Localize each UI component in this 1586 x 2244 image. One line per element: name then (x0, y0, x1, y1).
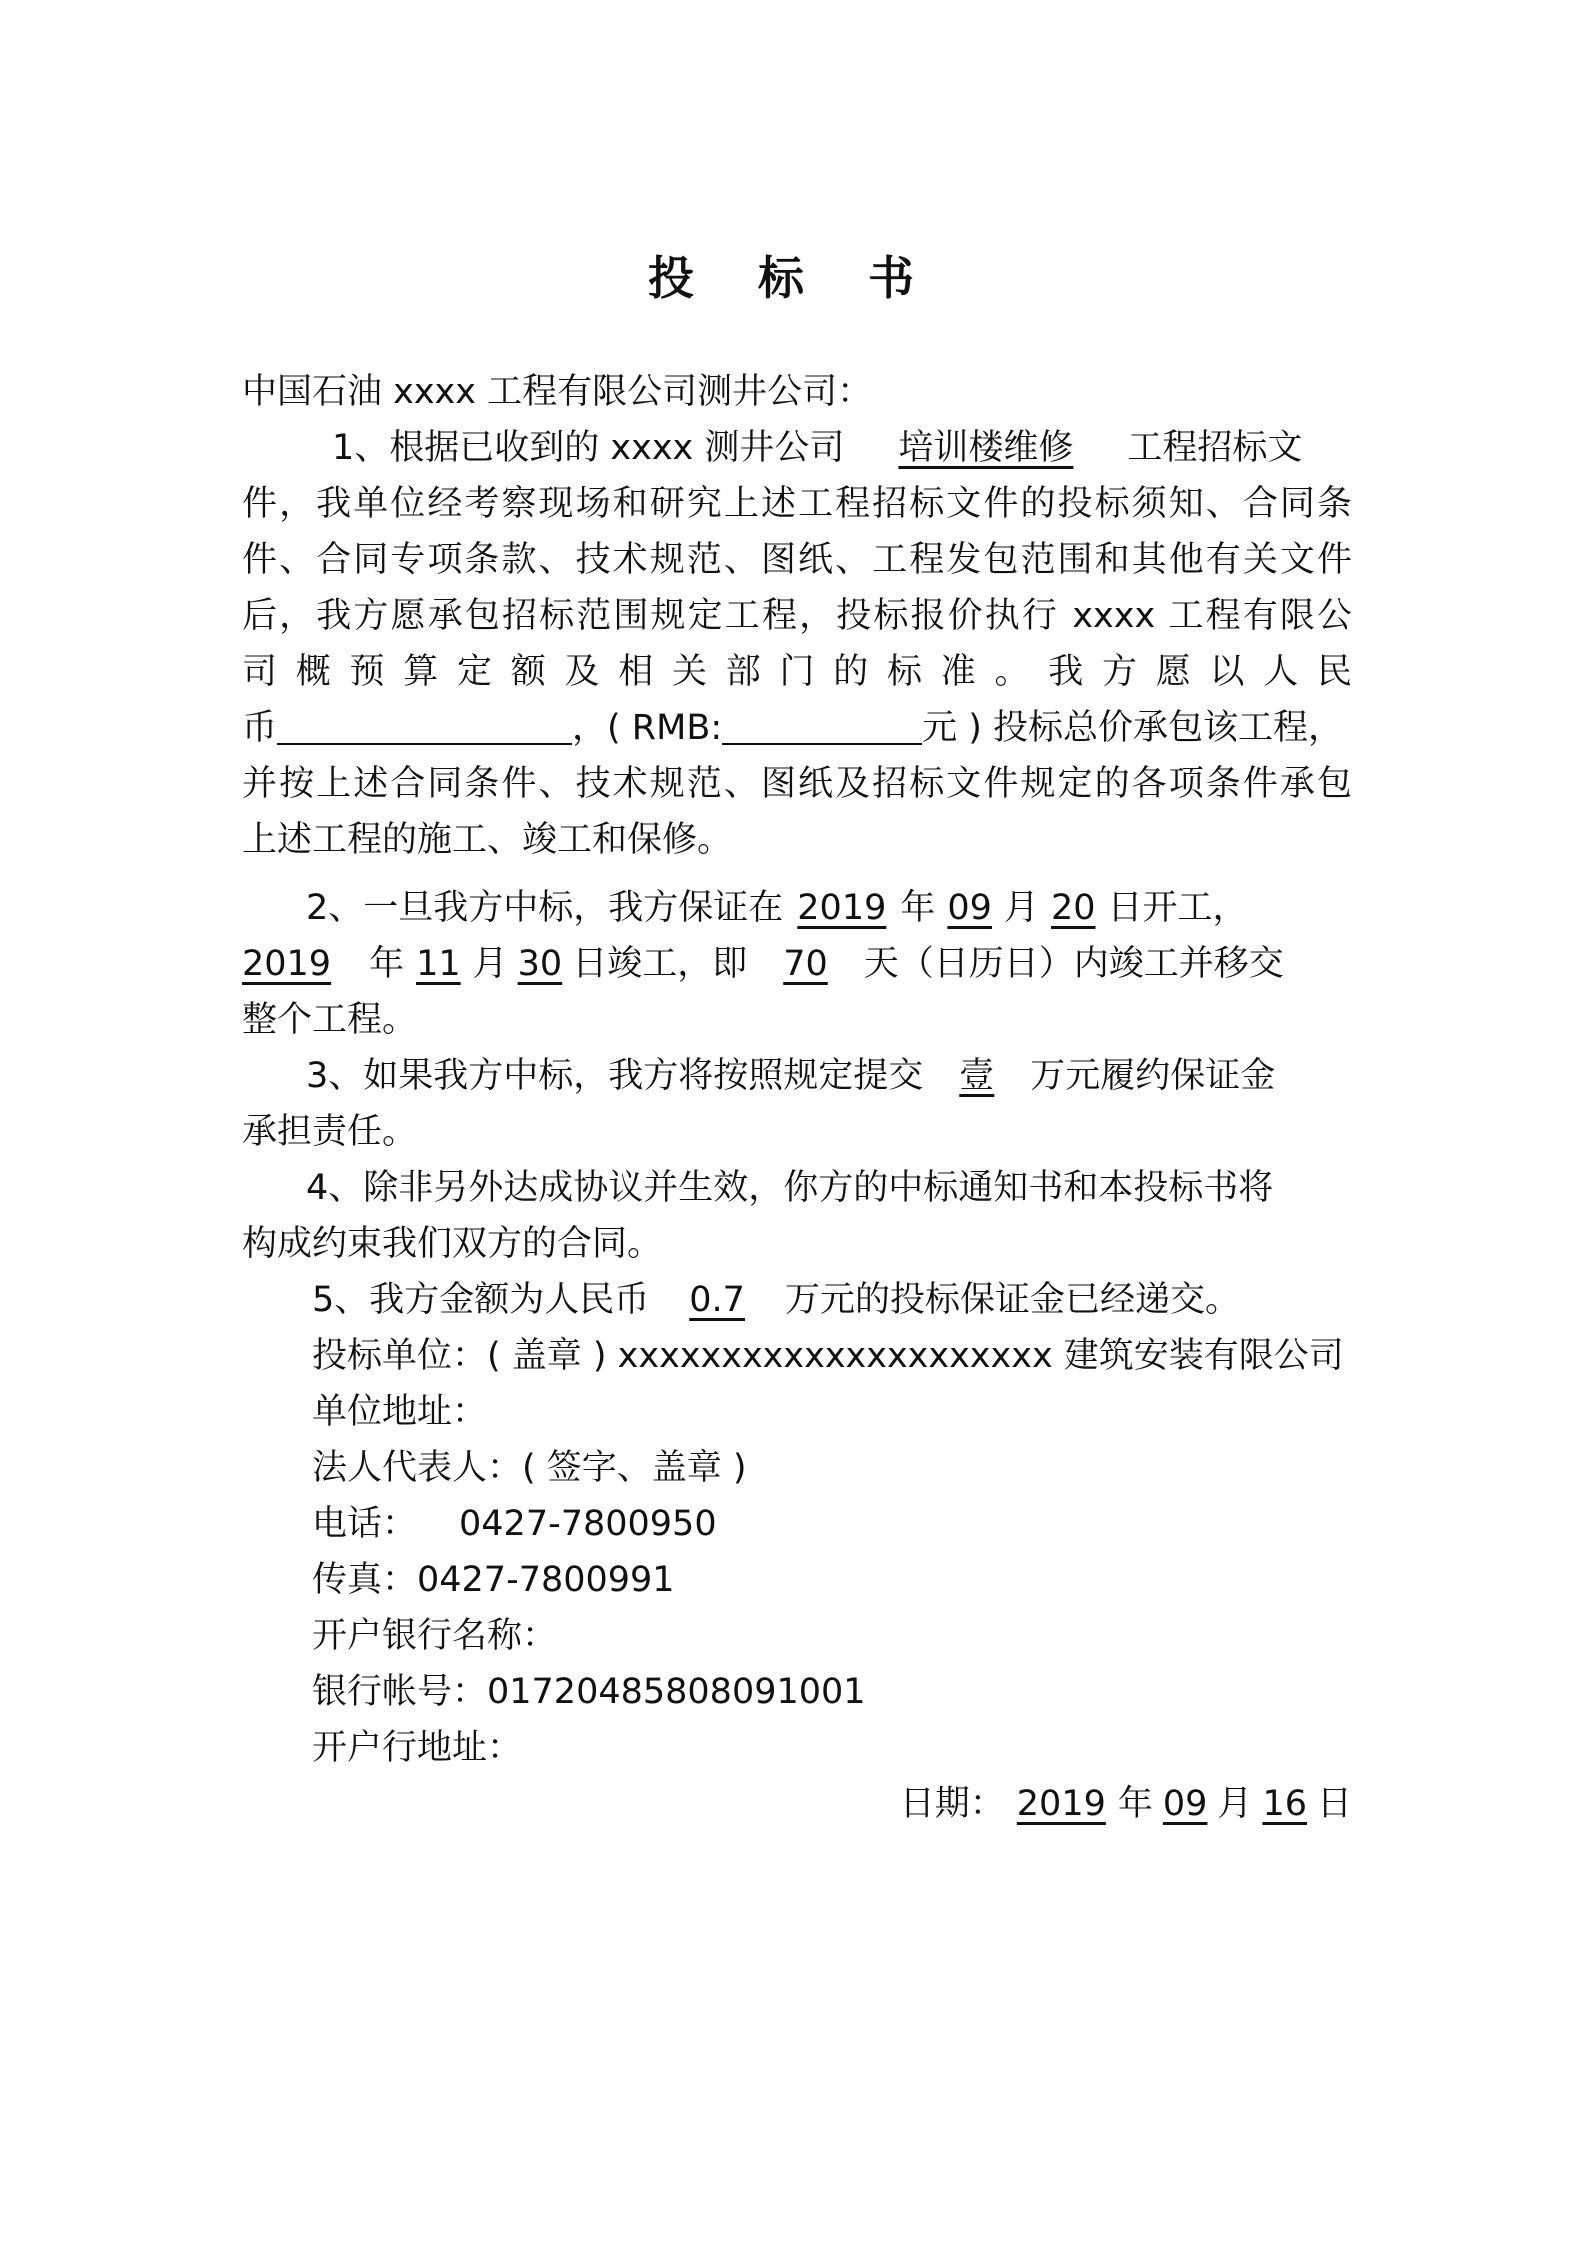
clause-2-line-2: 2019 年 11 月 30 日竣工，即 70 天（日历日）内竣工并移交 (242, 944, 1284, 984)
clause-4-line-1: 4、除非另外达成协议并生效，你方的中标通知书和本投标书将 (306, 1168, 1274, 1208)
clause-1-line-8: 上述工程的施工、竣工和保修。 (242, 820, 733, 860)
date-day-field: 16 (1262, 1784, 1307, 1824)
start-day-field: 20 (1050, 888, 1096, 928)
bank-name: 开户银行名称： (312, 1616, 558, 1656)
signing-date: 日期： 2019 年 09 月 16 日 (899, 1784, 1352, 1824)
clause-1-line-5: 司概预算定额及相关部门的标准。我方愿以人民 (242, 652, 1352, 692)
bidder-address: 单位地址： (312, 1392, 488, 1432)
price-rmb-blank (722, 703, 922, 745)
clause-1-after-project: 工程招标文 (1127, 428, 1303, 468)
bank-account: 银行帐号：01720485808091001 (312, 1672, 866, 1712)
legal-representative: 法人代表人：( 签字、盖章 ) (312, 1448, 747, 1488)
performance-bond-field: 壹 (959, 1056, 995, 1096)
end-year-field: 2019 (242, 944, 332, 984)
addressee: 中国石油 xxxx 工程有限公司测井公司： (242, 372, 873, 412)
project-name-field: 培训楼维修 (898, 428, 1074, 468)
clause-1-line-3: 件、合同专项条款、技术规范、图纸、工程发包范围和其他有关文件 (242, 540, 1352, 580)
clause-3-line-2: 承担责任。 (242, 1112, 418, 1152)
bidder-company: 投标单位：( 盖章 ) xxxxxxxxxxxxxxxxxxxxx 建筑安装有限公司 (312, 1336, 1344, 1376)
clause-5-line-1: 5、我方金额为人民币 0.7 万元的投标保证金已经递交。 (312, 1280, 1240, 1320)
clause-3-line-1: 3、如果我方中标，我方将按照规定提交 壹 万元履约保证金 (306, 1056, 1276, 1096)
duration-days-field: 70 (783, 944, 828, 984)
clause-1-line-2: 件，我单位经考察现场和研究上述工程招标文件的投标须知、合同条 (242, 484, 1352, 524)
date-year-field: 2019 (1016, 1784, 1106, 1824)
clause-2-line-1: 2、一旦我方中标，我方保证在 2019 年 09 月 20 日开工， (306, 888, 1248, 928)
bid-bond-field: 0.7 (689, 1280, 745, 1320)
start-month-field: 09 (947, 888, 992, 928)
clause-1-line-4: 后，我方愿承包招标范围规定工程，投标报价执行 xxxx 工程有限公 (242, 596, 1352, 636)
clause-4-line-2: 构成约束我们双方的合同。 (242, 1224, 663, 1264)
bank-address: 开户行地址： (312, 1728, 523, 1768)
end-month-field: 11 (416, 944, 461, 984)
date-month-field: 09 (1162, 1784, 1208, 1824)
start-year-field: 2019 (797, 888, 887, 928)
clause-1-line-1 (332, 420, 1352, 476)
clause-1-line-7: 并按上述合同条件、技术规范、图纸及招标文件规定的各项条件承包 (242, 764, 1352, 804)
clause-2-line-3: 整个工程。 (242, 1000, 418, 1040)
document-title: 投 标 书 (647, 251, 939, 305)
price-words-blank (277, 703, 572, 745)
phone-number: 0427-7800950 (459, 1504, 717, 1544)
clause-1-prefix: 1、根据已收到的 xxxx 测井公司 (332, 428, 845, 468)
fax-line: 传真：0427-7800991 (312, 1560, 675, 1600)
clause-1-line-6: 币 ，( RMB: 元 ) 投标总价承包该工程， (242, 700, 1352, 756)
phone-line: 电话： 0427-7800950 (312, 1504, 717, 1544)
end-day-field: 30 (517, 944, 563, 984)
